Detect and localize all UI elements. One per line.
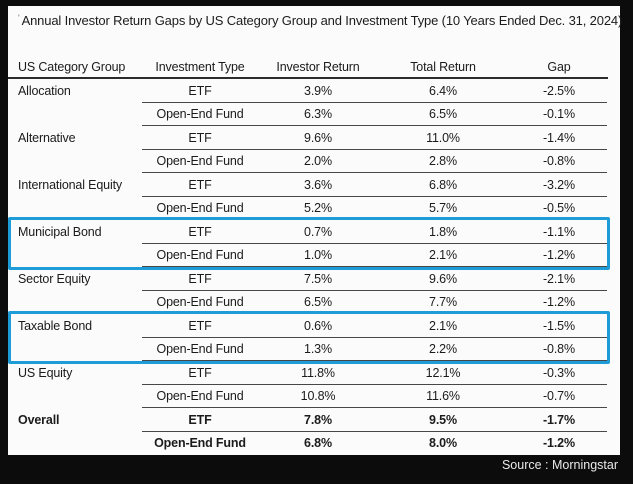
source-label: Source : Morningstar — [501, 458, 618, 472]
header-us-category-group: US Category Group — [18, 60, 126, 74]
total-return-cell: 2.1% — [429, 248, 457, 263]
gap-cell: -3.2% — [543, 177, 575, 192]
investment-type-cell: ETF — [188, 318, 212, 333]
total-return-cell: 2.8% — [429, 154, 457, 169]
header-total-return: Total Return — [410, 60, 476, 74]
investor-return-cell: 7.5% — [304, 271, 332, 286]
total-return-cell: 6.5% — [429, 107, 457, 122]
table-row-allocation-oef — [8, 103, 610, 127]
total-return-cell: 7.7% — [429, 295, 457, 310]
total-return-cell: 9.5% — [429, 412, 457, 427]
category-cell: Sector Equity — [18, 271, 91, 286]
investor-return-cell: 7.8% — [304, 412, 332, 427]
investment-type-cell: ETF — [188, 224, 212, 239]
investment-type-cell: Open-End Fund — [156, 342, 244, 357]
table-row-overall-etf — [8, 408, 610, 432]
investor-return-cell: 3.9% — [304, 83, 332, 98]
table-row-overall-oef — [8, 432, 610, 456]
investor-return-cell: 9.6% — [304, 130, 332, 145]
investment-type-cell: Open-End Fund — [156, 389, 244, 404]
investment-type-cell: Open-End Fund — [154, 436, 246, 451]
category-cell: Taxable Bond — [18, 318, 92, 333]
header-investment-type: Investment Type — [155, 60, 245, 74]
category-cell: Municipal Bond — [18, 224, 102, 239]
highlight-box-taxable-bond — [8, 311, 610, 364]
highlight-box-municipal-bond — [8, 217, 610, 270]
investment-type-cell: Open-End Fund — [156, 154, 244, 169]
total-return-cell: 1.8% — [429, 224, 457, 239]
category-cell: Overall — [18, 412, 60, 427]
gap-cell: -0.1% — [543, 107, 575, 122]
investor-return-cell: 10.8% — [300, 389, 336, 404]
gap-cell: -1.2% — [543, 436, 575, 451]
total-return-cell: 11.6% — [426, 389, 460, 404]
total-return-cell: 6.4% — [429, 83, 457, 98]
investor-return-cell: 0.6% — [304, 318, 332, 333]
total-return-cell: 6.8% — [429, 177, 457, 192]
investment-type-cell: ETF — [188, 365, 212, 380]
investor-return-cell: 3.6% — [304, 177, 332, 192]
gap-cell: -1.7% — [543, 412, 575, 427]
gap-cell: -1.2% — [543, 295, 575, 310]
table-row-sector-equity-etf — [8, 267, 610, 291]
table-panel — [8, 6, 623, 455]
total-return-cell: 12.1% — [425, 365, 461, 380]
gap-cell: -0.8% — [543, 154, 575, 169]
investor-return-cell: 6.3% — [304, 107, 332, 122]
investment-type-cell: ETF — [188, 412, 212, 427]
gap-cell: -0.3% — [543, 365, 575, 380]
investor-return-cell: 6.8% — [304, 436, 332, 451]
investment-type-cell: Open-End Fund — [156, 201, 244, 216]
total-return-cell: 5.7% — [429, 201, 457, 216]
investment-type-cell: ETF — [188, 177, 212, 192]
investor-return-cell: 1.0% — [304, 248, 332, 263]
table-row-us-equity-oef — [8, 385, 610, 409]
table-row-allocation-etf — [8, 79, 610, 103]
total-return-cell: 2.1% — [429, 318, 457, 333]
gap-cell: -1.1% — [543, 224, 575, 239]
investment-type-cell: Open-End Fund — [156, 295, 244, 310]
gap-cell: -1.2% — [543, 248, 575, 263]
category-cell: Alternative — [18, 130, 76, 145]
total-return-cell: 2.2% — [429, 342, 457, 357]
gap-cell: -2.1% — [543, 271, 575, 286]
page-title-text: Annual Investor Return Gaps by US Category Group and Investment Type (10 Years Ended Dec. 31, 2024) — [21, 13, 623, 28]
title-tick-mark: ' — [18, 13, 20, 23]
investor-return-cell: 5.2% — [304, 201, 332, 216]
investor-return-cell: 11.8% — [301, 365, 335, 380]
header-gap: Gap — [547, 60, 571, 74]
category-cell: International Equity — [18, 177, 123, 192]
total-return-cell: 11.0% — [426, 130, 460, 145]
gap-cell: -0.7% — [543, 389, 575, 404]
table-row-alternative-oef — [8, 150, 610, 174]
header-investor-return: Investor Return — [276, 60, 360, 74]
table-row-alternative-etf — [8, 126, 610, 150]
gap-cell: -0.8% — [543, 342, 575, 357]
investment-type-cell: ETF — [188, 130, 212, 145]
gap-cell: -1.5% — [543, 318, 575, 333]
investor-return-cell: 1.3% — [304, 342, 332, 357]
gap-cell: -0.5% — [543, 201, 575, 216]
category-cell: US Equity — [18, 365, 73, 380]
category-cell: Allocation — [18, 83, 71, 98]
investor-return-cell: 2.0% — [304, 154, 332, 169]
table-row-us-equity-etf — [8, 361, 610, 385]
total-return-cell: 8.0% — [429, 436, 457, 451]
investor-return-cell: 6.5% — [304, 295, 332, 310]
investment-type-cell: ETF — [188, 271, 212, 286]
investment-type-cell: Open-End Fund — [156, 248, 244, 263]
investor-return-cell: 0.7% — [304, 224, 332, 239]
gap-cell: -1.4% — [543, 130, 575, 145]
gap-cell: -2.5% — [543, 83, 575, 98]
investment-type-cell: Open-End Fund — [156, 107, 244, 122]
table-header-row — [8, 57, 610, 77]
table-row-intl-equity-etf — [8, 173, 610, 197]
investment-type-cell: ETF — [188, 83, 212, 98]
total-return-cell: 9.6% — [429, 271, 457, 286]
page-title — [18, 13, 622, 28]
